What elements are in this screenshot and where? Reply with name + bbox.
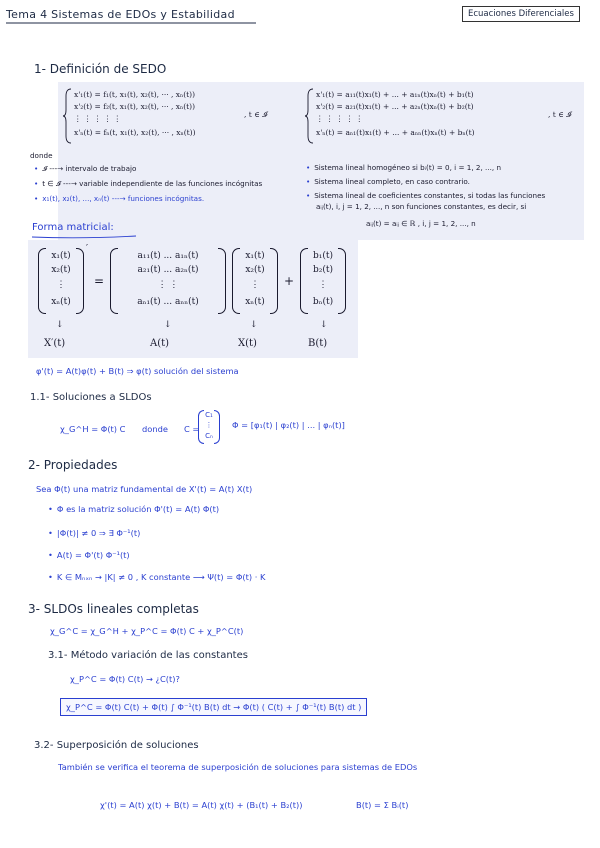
prime-mark: ′ — [86, 244, 89, 254]
list-item: • t ∈ 𝓘 ---→ variable independiente de las funciones incógnitas — [34, 179, 263, 188]
c-vector: C₁ ⋮ Cₙ — [198, 410, 220, 444]
phi-definition: Φ = [φ₁(t) | φ₂(t) | ... | φₙ(t)] — [232, 420, 345, 430]
title-underline — [6, 22, 256, 26]
linear-line-3: ⋮ ⋮ ⋮ ⋮ ⋮ — [316, 114, 364, 123]
label-b: B(t) — [308, 338, 328, 349]
property-item: • Φ es la matriz solución Φ'(t) = A(t) Φ(t) — [48, 504, 220, 514]
arrow-down: ↓ — [250, 320, 258, 330]
subject-tag: Ecuaciones Diferenciales — [462, 6, 580, 22]
label-x: X(t) — [238, 338, 257, 349]
left-brace-linear — [306, 88, 314, 144]
vector-x-prime: x₁(t) x₂(t) ⋮ xₙ(t) — [38, 248, 84, 314]
right-list — [306, 162, 545, 229]
list-item: • Sistema lineal de coeficientes constantes, si todas las funciones — [306, 191, 546, 200]
page-title: Tema 4 Sistemas de EDOs y Estabilidad — [6, 8, 235, 21]
section3-heading: 3- SLDOs lineales completas — [28, 602, 199, 616]
section31-heading: 3.1- Método variación de las constantes — [48, 650, 248, 661]
donde-label: donde — [30, 151, 53, 160]
general-domain: , t ∈ 𝓘 — [244, 110, 268, 119]
left-brace — [64, 88, 72, 144]
property-item: • K ∈ Mₙₓₙ → |K| ≠ 0 , K constante ⟶ Ψ(t) = Φ(t) · K — [48, 572, 266, 582]
section32-formula: χ'(t) = A(t) χ(t) + B(t) = A(t) χ(t) + (B₁(t) + B₂(t)) — [100, 800, 303, 810]
section3-formula: χ_G^C = χ_G^H + χ_P^C = Φ(t) C + χ_P^C(t) — [50, 626, 244, 636]
left-list — [34, 163, 262, 204]
equals-sign: = — [94, 274, 105, 288]
section32-heading: 3.2- Superposición de soluciones — [34, 740, 199, 751]
list-item-cont: aᵢⱼ(t), i, j = 1, 2, ..., n son funciones constantes, es decir, si — [316, 202, 527, 211]
boxed-formula: χ_P^C = Φ(t) C(t) + Φ(t) ∫ Φ⁻¹(t) B(t) dt → Φ(t) ( C(t) + ∫ Φ⁻¹(t) B(t) dt ) — [60, 698, 367, 716]
linear-line-2: x'₂(t) = a₂₁(t)x₁(t) + ... + a₂ₙ(t)xₙ(t) + b₂(t) — [316, 102, 474, 111]
section2-heading: 2- Propiedades — [28, 458, 118, 472]
general-line-4: x'ₙ(t) = fₙ(t, x₁(t), x₂(t), ··· , xₙ(t)) — [74, 128, 196, 137]
property-item: • |Φ(t)| ≠ 0 ⇒ ∃ Φ⁻¹(t) — [48, 528, 141, 538]
cvec-prefix: C = — [184, 424, 200, 434]
matrix-heading: Forma matricial: — [32, 222, 114, 233]
general-line-2: x'₂(t) = f₂(t, x₁(t), x₂(t), ··· , xₙ(t)) — [74, 102, 196, 111]
matrix-a: a₁₁(t) ... a₁ₙ(t) a₂₁(t) ... a₂ₙ(t) ⋮ ⋮ aₙ₁(t) ... aₙₙ(t) — [110, 248, 226, 314]
section2-intro: Sea Φ(t) una matriz fundamental de X'(t) = A(t) X(t) — [36, 484, 253, 494]
list-item: • Sistema lineal completo, en caso contrario. — [306, 177, 470, 186]
linear-system — [306, 88, 546, 146]
list-item-formula: aᵢⱼ(t) = aᵢⱼ ∈ ℝ , i, j = 1, 2, ..., n — [366, 219, 476, 228]
list-item: • 𝓘 ---→ intervalo de trabajo — [34, 164, 137, 173]
general-line-1: x'₁(t) = f₁(t, x₁(t), x₂(t), ··· , xₙ(t)) — [74, 90, 196, 99]
section32-sum: B(t) = Σ Bᵢ(t) — [356, 800, 409, 810]
property-item: • A(t) = Φ'(t) Φ⁻¹(t) — [48, 550, 130, 560]
section11-formula: χ_G^H = Φ(t) C — [60, 424, 126, 434]
list-item: • Sistema lineal homogéneo si bᵢ(t) = 0, i = 1, 2, ..., n — [306, 163, 502, 172]
section11-donde: donde — [142, 424, 168, 434]
vector-b: b₁(t) b₂(t) ⋮ bₙ(t) — [300, 248, 346, 314]
linear-line-4: x'ₙ(t) = aₙ₁(t)x₁(t) + ... + aₙₙ(t)xₙ(t) + bₙ(t) — [316, 128, 475, 137]
list-item: • x₁(t), x₂(t), ..., xₙ(t) ---→ funciones incógnitas. — [34, 194, 205, 203]
linear-domain: , t ∈ 𝓘 — [548, 110, 572, 119]
linear-line-1: x'₁(t) = a₁₁(t)x₁(t) + ... + a₁ₙ(t)xₙ(t) + b₁(t) — [316, 90, 474, 99]
vector-x: x₁(t) x₂(t) ⋮ xₙ(t) — [232, 248, 278, 314]
label-x-prime: X′(t) — [44, 338, 66, 349]
section1-heading: 1- Definición de SEDO — [34, 62, 167, 76]
arrow-down: ↓ — [56, 320, 64, 330]
general-line-3: ⋮ ⋮ ⋮ ⋮ ⋮ — [74, 114, 122, 123]
plus-sign: + — [284, 274, 295, 288]
section32-text: También se verifica el teorema de superposición de soluciones para sistemas de EDOs — [58, 762, 418, 772]
arrow-down: ↓ — [164, 320, 172, 330]
section31-line: χ_P^C = Φ(t) C(t) → ¿C(t)? — [70, 674, 180, 684]
section11-heading: 1.1- Soluciones a SLDOs — [30, 392, 152, 403]
arrow-down: ↓ — [320, 320, 328, 330]
label-a: A(t) — [150, 338, 170, 349]
solution-note: φ'(t) = A(t)φ(t) + B(t) ⇒ φ(t) solución del sistema — [36, 366, 239, 376]
